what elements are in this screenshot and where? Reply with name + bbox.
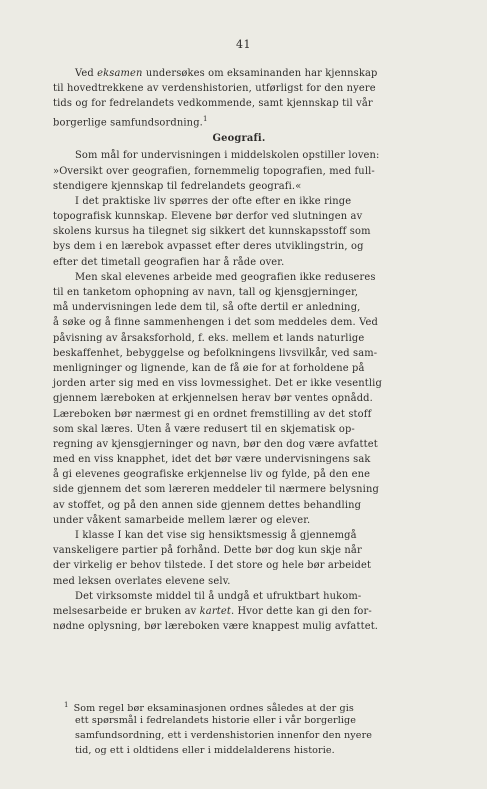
text-line: nødne oplysning, bør læreboken være knappest mulig avfattet.: [53, 621, 379, 633]
text-line: til en tanketom ophopning av navn, tall og kjensgjerninger,: [53, 287, 359, 299]
text-line: efter det timetall geografien har å råde over.: [53, 256, 285, 268]
text-line: gjennem læreboken at erkjennelsen herav bør ventes opnådd.: [53, 393, 373, 405]
text-line: tids og for fedrelandets vedkommende, samt kjennskap til vår: [53, 98, 373, 110]
text-line: side gjennem det som læreren meddeler til nærmere belysning: [53, 484, 379, 496]
paragraph-map: [53, 589, 425, 635]
footnote-reference: 1: [202, 114, 208, 123]
text-line: å gi elevenes geografiske erkjennelse liv og fylde, på den ene: [53, 469, 371, 481]
text-line: med leksen overlates elevene selv.: [53, 575, 231, 587]
text-line: Men skal elevenes arbeide med geografien ikke reduseres: [75, 271, 376, 283]
text-line: Som mål for undervisningen i middelskolen opstiller loven:: [75, 150, 380, 162]
text-line: vanskeligere partier på forhånd. Dette bør dog kun skje når: [53, 545, 362, 557]
text-line: må undervisningen lede dem til, så ofte dertil er anledning,: [53, 302, 361, 314]
section-heading: Geografi.: [212, 132, 266, 144]
main-text: [53, 66, 425, 634]
text-line: med en viss knapphet, idet det bør være undervisningens sak: [53, 454, 371, 466]
text-line: I klasse I kan det vise sig hensiktsmessig å gjennemgå: [75, 530, 357, 542]
text-line: som skal læres. Uten å være redusert til en skjematisk op-: [53, 423, 355, 435]
text-line: I det praktiske liv spørres der ofte efter en ikke ringe: [75, 195, 352, 207]
text-line: »Oversikt over geografien, fornemmelig topografien, med full-: [53, 165, 375, 177]
text-line: topografisk kunnskap. Elevene bør derfor ved slutningen av: [53, 211, 363, 223]
footnote-marker: 1: [64, 701, 69, 709]
footnote: [53, 698, 425, 758]
text-line: å søke og å finne sammenhengen i det som meddeles dem. Ved: [53, 317, 378, 329]
text-line: bys dem i en lærebok avpasset efter deres utviklingstrin, og: [53, 241, 364, 253]
paragraph-goal: [53, 148, 425, 194]
text-line: til hovedtrekkene av verdenshistorien, utførligst for den nyere: [53, 83, 376, 95]
text-line: regning av kjensgjerninger og navn, bør den dog være avfattet: [53, 438, 378, 450]
footnote-line: $^1$ Som regel bør eksaminasjonen ordnes således at der gis: [64, 701, 354, 715]
text-line: under våkent samarbeide mellem lærer og elever.: [53, 514, 311, 526]
text-line: jorden arter sig med en viss lovmessighet. Det er ikke vesentlig: [53, 378, 382, 390]
text-line: skolens kursus ha tilegnet sig sikkert det kunnskapsstoff som: [53, 226, 371, 238]
text-line: Læreboken bør nærmest gi en ordnet fremstilling av det stoff: [53, 408, 372, 420]
emphasis-eksamen: eksamen: [97, 68, 143, 79]
paragraph-method: [53, 270, 425, 528]
text-line: melsesarbeide er bruken av kartet. Hvor dette kan gi den for-: [53, 605, 372, 617]
text-line: borgerlige samfundsordning.$^1$: [53, 114, 208, 128]
text-line: påvisning av årsaksforhold, f. eks. mellem et lands naturlige: [53, 332, 365, 344]
text-line: beskaffenhet, bebyggelse og befolkningens livsvilkår, ved sam-: [53, 347, 378, 359]
footnote-line: samfundsordning, ett i verdenshistorien innenfor den nyere: [75, 730, 373, 741]
footnote-line: ett spørsmål i fedrelandets historie eller i vår borgerlige: [75, 715, 357, 726]
paragraph-class-one: [53, 528, 425, 589]
text-line: Det virksomste middel til å undgå et ufruktbart hukom-: [75, 590, 362, 602]
text-line: Ved eksamen undersøkes om eksaminanden har kjennskap: [75, 68, 378, 79]
text-line: av stoffet, og på den annen side gjennem dettes behandling: [53, 499, 362, 511]
page-number: 41: [236, 38, 251, 51]
text-line: stendigere kjennskap til fedrelandets geografi.«: [53, 180, 302, 192]
emphasis-kartet: kartet: [199, 605, 231, 617]
paragraph-practical: [53, 194, 425, 270]
text-line: menligninger og lignende, kan de få øie for at forholdene på: [53, 362, 365, 374]
footnote-line: tid, og ett i oldtidens eller i middelalderens historie.: [75, 745, 335, 756]
text-line: der virkelig er behov tilstede. I det store og hele bør arbeidet: [53, 560, 372, 572]
paragraph-exam: [53, 66, 425, 127]
